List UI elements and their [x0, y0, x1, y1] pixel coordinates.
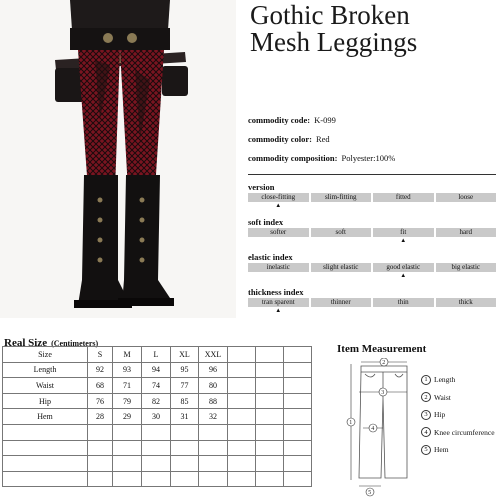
table-cell-empty [256, 409, 284, 425]
table-row-empty [3, 440, 312, 456]
table-header-cell: XXL [199, 347, 228, 363]
scale-soft-index [248, 217, 496, 252]
legend-item [421, 389, 495, 407]
table-cell: 93 [113, 362, 142, 378]
spec-row-code [248, 110, 395, 129]
scale-option: hard [436, 228, 497, 237]
scale-bar [248, 193, 496, 202]
scale-option: loose [436, 193, 497, 202]
triangle-marker-icon: ▲ [275, 203, 282, 209]
product-title-line1: Gothic Broken [250, 0, 410, 30]
table-header-cell: S [88, 347, 113, 363]
legend-label: Length [434, 375, 456, 385]
table-cell-empty [228, 409, 256, 425]
scale-option: tran sparent [248, 298, 309, 307]
table-cell: 32 [199, 409, 228, 425]
pants-measurement-diagram [337, 358, 421, 498]
table-cell: 68 [88, 378, 113, 394]
table-cell-empty [228, 393, 256, 409]
scale-thickness-index [248, 287, 496, 322]
scale-option: big elastic [436, 263, 497, 272]
table-cell: 94 [142, 362, 171, 378]
scale-bar [248, 228, 496, 237]
scale-option: good elastic [373, 263, 434, 272]
table-cell: 76 [88, 393, 113, 409]
table-row-empty [3, 471, 312, 487]
table-cell: 80 [199, 378, 228, 394]
legend-number-icon: 3 [421, 410, 431, 420]
scale-title: version [248, 182, 275, 192]
table-cell-empty [256, 362, 284, 378]
scale-option: thinner [311, 298, 372, 307]
table-cell-empty [228, 378, 256, 394]
table-cell: 31 [171, 409, 199, 425]
spec-label: commodity color: [248, 133, 312, 144]
table-cell: Waist [3, 378, 88, 394]
legend-label: Hem [434, 445, 449, 455]
table-row [3, 409, 312, 425]
table-header-cell: XL [171, 347, 199, 363]
legend-label: Hip [434, 410, 446, 420]
table-cell: 28 [88, 409, 113, 425]
diagram-number: 5 [368, 490, 372, 496]
table-cell-empty [284, 409, 312, 425]
spec-value: Polyester:100% [341, 152, 396, 163]
scale-version [248, 182, 496, 217]
table-row [3, 362, 312, 378]
scale-title: thickness index [248, 287, 304, 297]
table-cell: Hip [3, 393, 88, 409]
table-cell: 30 [142, 409, 171, 425]
diagram-number: 3 [381, 390, 385, 396]
product-title [250, 2, 417, 56]
table-cell: 82 [142, 393, 171, 409]
legend-number-icon: 5 [421, 445, 431, 455]
scale-bar [248, 298, 496, 307]
table-row [3, 393, 312, 409]
table-cell: 71 [113, 378, 142, 394]
table-cell-empty [256, 393, 284, 409]
table-cell-empty [284, 362, 312, 378]
table-cell: 88 [199, 393, 228, 409]
table-cell: Length [3, 362, 88, 378]
product-photo [0, 0, 236, 318]
scale-elastic-index [248, 252, 496, 287]
diagram-number: 1 [349, 420, 353, 426]
divider [248, 174, 496, 175]
size-table [2, 346, 312, 487]
diagram-number: 4 [371, 426, 375, 432]
scale-bar [248, 263, 496, 272]
table-cell-empty [284, 393, 312, 409]
scale-title: elastic index [248, 252, 293, 262]
real-size-unit: (Centimeters) [51, 339, 99, 348]
table-cell: 92 [88, 362, 113, 378]
measurement-legend [421, 371, 495, 459]
table-cell-empty [256, 378, 284, 394]
product-title-line2: Mesh Leggings [250, 27, 418, 57]
legend-number-icon: 1 [421, 375, 431, 385]
table-cell: 95 [171, 362, 199, 378]
spec-row-color [248, 129, 395, 148]
table-row-empty [3, 424, 312, 440]
scale-title: soft index [248, 217, 284, 227]
spec-value: Red [315, 133, 330, 144]
scale-option: thick [436, 298, 497, 307]
scale-option: close-fitting [248, 193, 309, 202]
table-cell: 74 [142, 378, 171, 394]
real-size-heading: Real Size [4, 337, 48, 349]
legend-item [421, 371, 495, 389]
commodity-specs [248, 110, 395, 167]
legend-item [421, 406, 495, 424]
scale-option: fit [373, 228, 434, 237]
spec-label: commodity code: [248, 114, 311, 125]
scale-option: softer [248, 228, 309, 237]
legend-item [421, 424, 495, 442]
scale-option: inelastic [248, 263, 309, 272]
triangle-marker-icon: ▲ [400, 273, 407, 279]
spec-value: K-099 [314, 114, 336, 125]
table-row [3, 378, 312, 394]
legend-label: Knee circumference [434, 427, 495, 437]
scale-option: slight elastic [311, 263, 372, 272]
table-header-cell: L [142, 347, 171, 363]
table-cell: 96 [199, 362, 228, 378]
legend-label: Waist [434, 392, 451, 402]
table-header-cell: M [113, 347, 142, 363]
table-cell: 77 [171, 378, 199, 394]
scale-option: fitted [373, 193, 434, 202]
triangle-marker-icon: ▲ [275, 308, 282, 314]
legend-number-icon: 4 [421, 427, 431, 437]
fit-scales [248, 182, 496, 322]
table-header-row [3, 347, 312, 363]
table-cell: 79 [113, 393, 142, 409]
diagram-number: 2 [382, 360, 386, 366]
item-measurement-title: Item Measurement [337, 343, 427, 355]
table-cell: 29 [113, 409, 142, 425]
table-cell: 85 [171, 393, 199, 409]
table-row-empty [3, 456, 312, 472]
table-cell: Hem [3, 409, 88, 425]
legend-number-icon: 2 [421, 392, 431, 402]
table-cell-empty [284, 378, 312, 394]
table-cell-empty [228, 347, 256, 363]
spec-row-composition [248, 148, 395, 167]
legend-item [421, 441, 495, 459]
scale-option: slim-fitting [311, 193, 372, 202]
spec-label: commodity composition: [248, 152, 338, 163]
table-cell-empty [284, 347, 312, 363]
table-header-cell: Size [3, 347, 88, 363]
scale-option: thin [373, 298, 434, 307]
table-cell-empty [228, 362, 256, 378]
leggings-illustration [0, 0, 236, 318]
scale-option: soft [311, 228, 372, 237]
table-cell-empty [256, 347, 284, 363]
triangle-marker-icon: ▲ [400, 238, 407, 244]
